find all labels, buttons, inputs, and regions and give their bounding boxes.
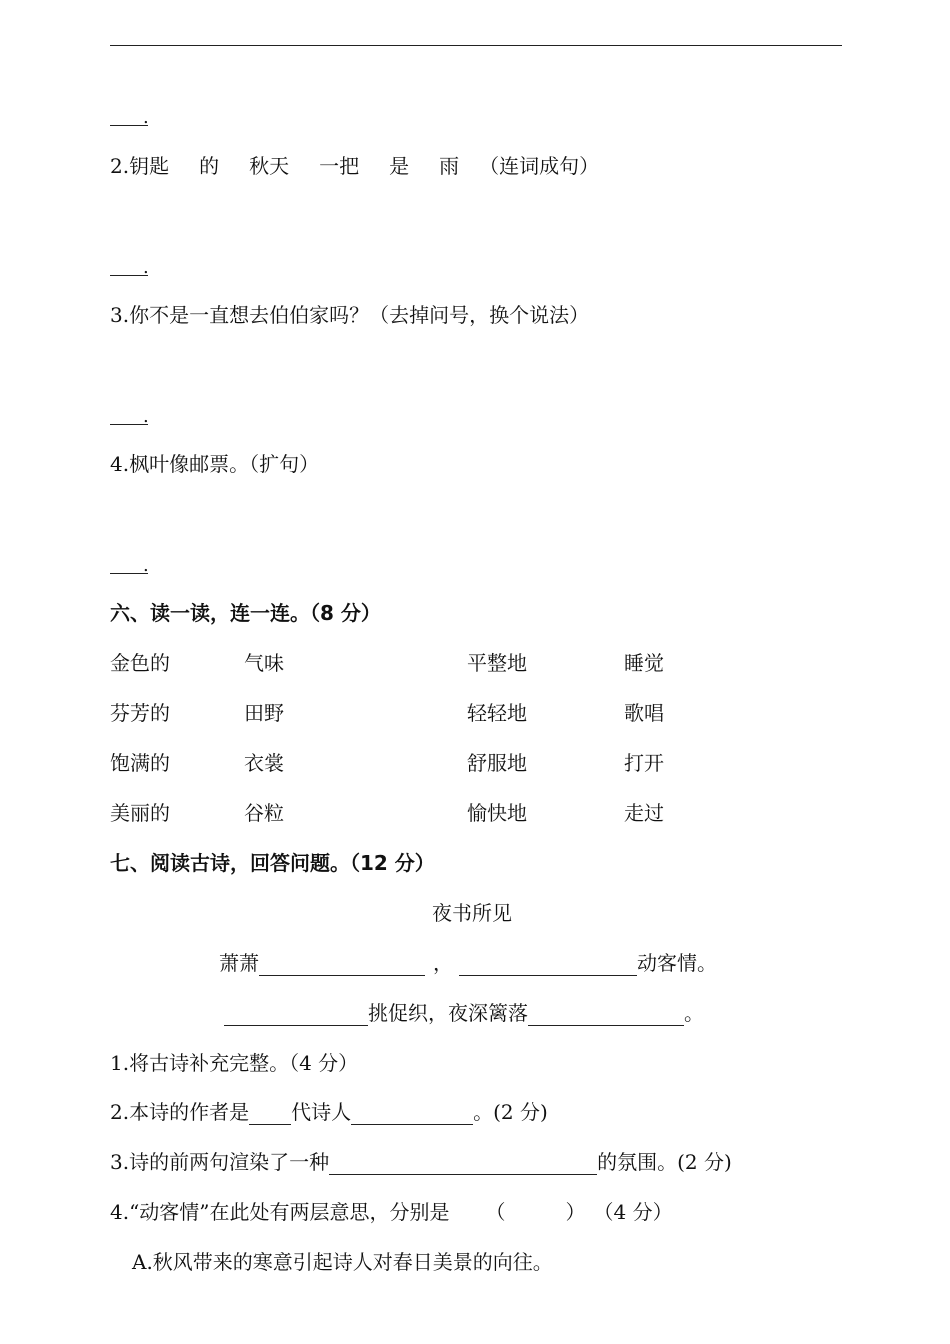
match-col1-3[interactable]: 饱满的 bbox=[110, 751, 170, 775]
q5-2-word-3: 秋天 bbox=[249, 154, 290, 178]
poem-title: 夜书所见 bbox=[432, 901, 512, 925]
answer-dot-2: . bbox=[143, 257, 149, 278]
poem-line1-start: 萧萧 bbox=[219, 951, 259, 975]
q5-2-word-1: 钥匙 bbox=[129, 154, 170, 178]
atmosphere-blank[interactable] bbox=[329, 1152, 597, 1175]
poem-blank-2[interactable] bbox=[459, 953, 637, 976]
section-6-title: 六、读一读，连一连。（8 分） bbox=[110, 601, 381, 625]
match-col2-3[interactable]: 衣裳 bbox=[244, 751, 284, 775]
dynasty-blank[interactable] bbox=[249, 1102, 291, 1125]
q5-2-word-2: 的 bbox=[199, 154, 220, 178]
answer-dot-4: . bbox=[143, 555, 149, 576]
poem-line-1 bbox=[219, 950, 717, 976]
poem-line1-end: 动客情。 bbox=[637, 951, 717, 975]
q5-2-word-5: 是 bbox=[389, 154, 410, 178]
q7-2-text-c: 。(2 分) bbox=[473, 1100, 548, 1124]
match-col4-1[interactable]: 睡觉 bbox=[624, 651, 664, 675]
question-5-4: 4.枫叶像邮票。（扩句） bbox=[110, 452, 320, 476]
q7-4-text: 4.“动客情”在此处有两层意思，分别是 bbox=[110, 1200, 450, 1224]
match-col1-2[interactable]: 芬芳的 bbox=[110, 701, 170, 725]
match-col4-3[interactable]: 打开 bbox=[624, 751, 664, 775]
q5-2-word-6: 雨 bbox=[439, 154, 460, 178]
question-7-4 bbox=[110, 1199, 673, 1225]
question-7-1: 1.将古诗补充完整。（4 分） bbox=[110, 1051, 359, 1075]
option-a[interactable]: A.秋风带来的寒意引起诗人对春日美景的向往。 bbox=[132, 1250, 553, 1274]
match-col2-2[interactable]: 田野 bbox=[244, 701, 284, 725]
question-5-2 bbox=[110, 153, 599, 179]
match-col1-4[interactable]: 美丽的 bbox=[110, 801, 170, 825]
q7-4-score: （4 分） bbox=[593, 1200, 673, 1224]
poem-blank-3[interactable] bbox=[224, 1003, 368, 1026]
poem-line-2 bbox=[224, 1000, 704, 1026]
poem-line2-mid: 挑促织，夜深篱落 bbox=[368, 1001, 528, 1025]
author-blank[interactable] bbox=[351, 1102, 473, 1125]
q7-2-text-a: 2.本诗的作者是 bbox=[110, 1100, 250, 1124]
question-5-3: 3.你不是一直想去伯伯家吗？（去掉问号，换个说法） bbox=[110, 303, 590, 327]
q7-3-text-b: 的氛围。(2 分) bbox=[597, 1150, 732, 1174]
poem-line2-end: 。 bbox=[684, 1001, 704, 1025]
poem-blank-4[interactable] bbox=[528, 1003, 684, 1026]
match-col1-1[interactable]: 金色的 bbox=[110, 651, 170, 675]
match-col4-2[interactable]: 歌唱 bbox=[624, 701, 664, 725]
match-col2-1[interactable]: 气味 bbox=[244, 651, 284, 675]
poem-line1-comma: ， bbox=[433, 951, 453, 975]
poem-blank-1[interactable] bbox=[259, 953, 425, 976]
question-7-2 bbox=[110, 1099, 548, 1125]
match-col4-4[interactable]: 走过 bbox=[624, 801, 664, 825]
question-7-3 bbox=[110, 1149, 732, 1175]
match-col3-1[interactable]: 平整地 bbox=[467, 651, 527, 675]
section-7-title: 七、阅读古诗，回答问题。（12 分） bbox=[110, 851, 435, 875]
header-rule bbox=[110, 45, 842, 46]
match-col3-4[interactable]: 愉快地 bbox=[467, 801, 527, 825]
q7-3-text-a: 3.诗的前两句渲染了一种 bbox=[110, 1150, 330, 1174]
q5-2-hint: （连词成句） bbox=[479, 154, 600, 178]
q5-2-num: 2. bbox=[110, 154, 130, 178]
q5-2-word-4: 一把 bbox=[319, 154, 360, 178]
q7-2-text-b: 代诗人 bbox=[291, 1100, 352, 1124]
match-col2-4[interactable]: 谷粒 bbox=[244, 801, 284, 825]
answer-dot-3: . bbox=[143, 406, 149, 427]
answer-dot-1: . bbox=[143, 107, 149, 128]
q7-4-answer-paren[interactable]: （ ） bbox=[485, 1200, 586, 1224]
match-col3-2[interactable]: 轻轻地 bbox=[467, 701, 527, 725]
match-col3-3[interactable]: 舒服地 bbox=[467, 751, 527, 775]
